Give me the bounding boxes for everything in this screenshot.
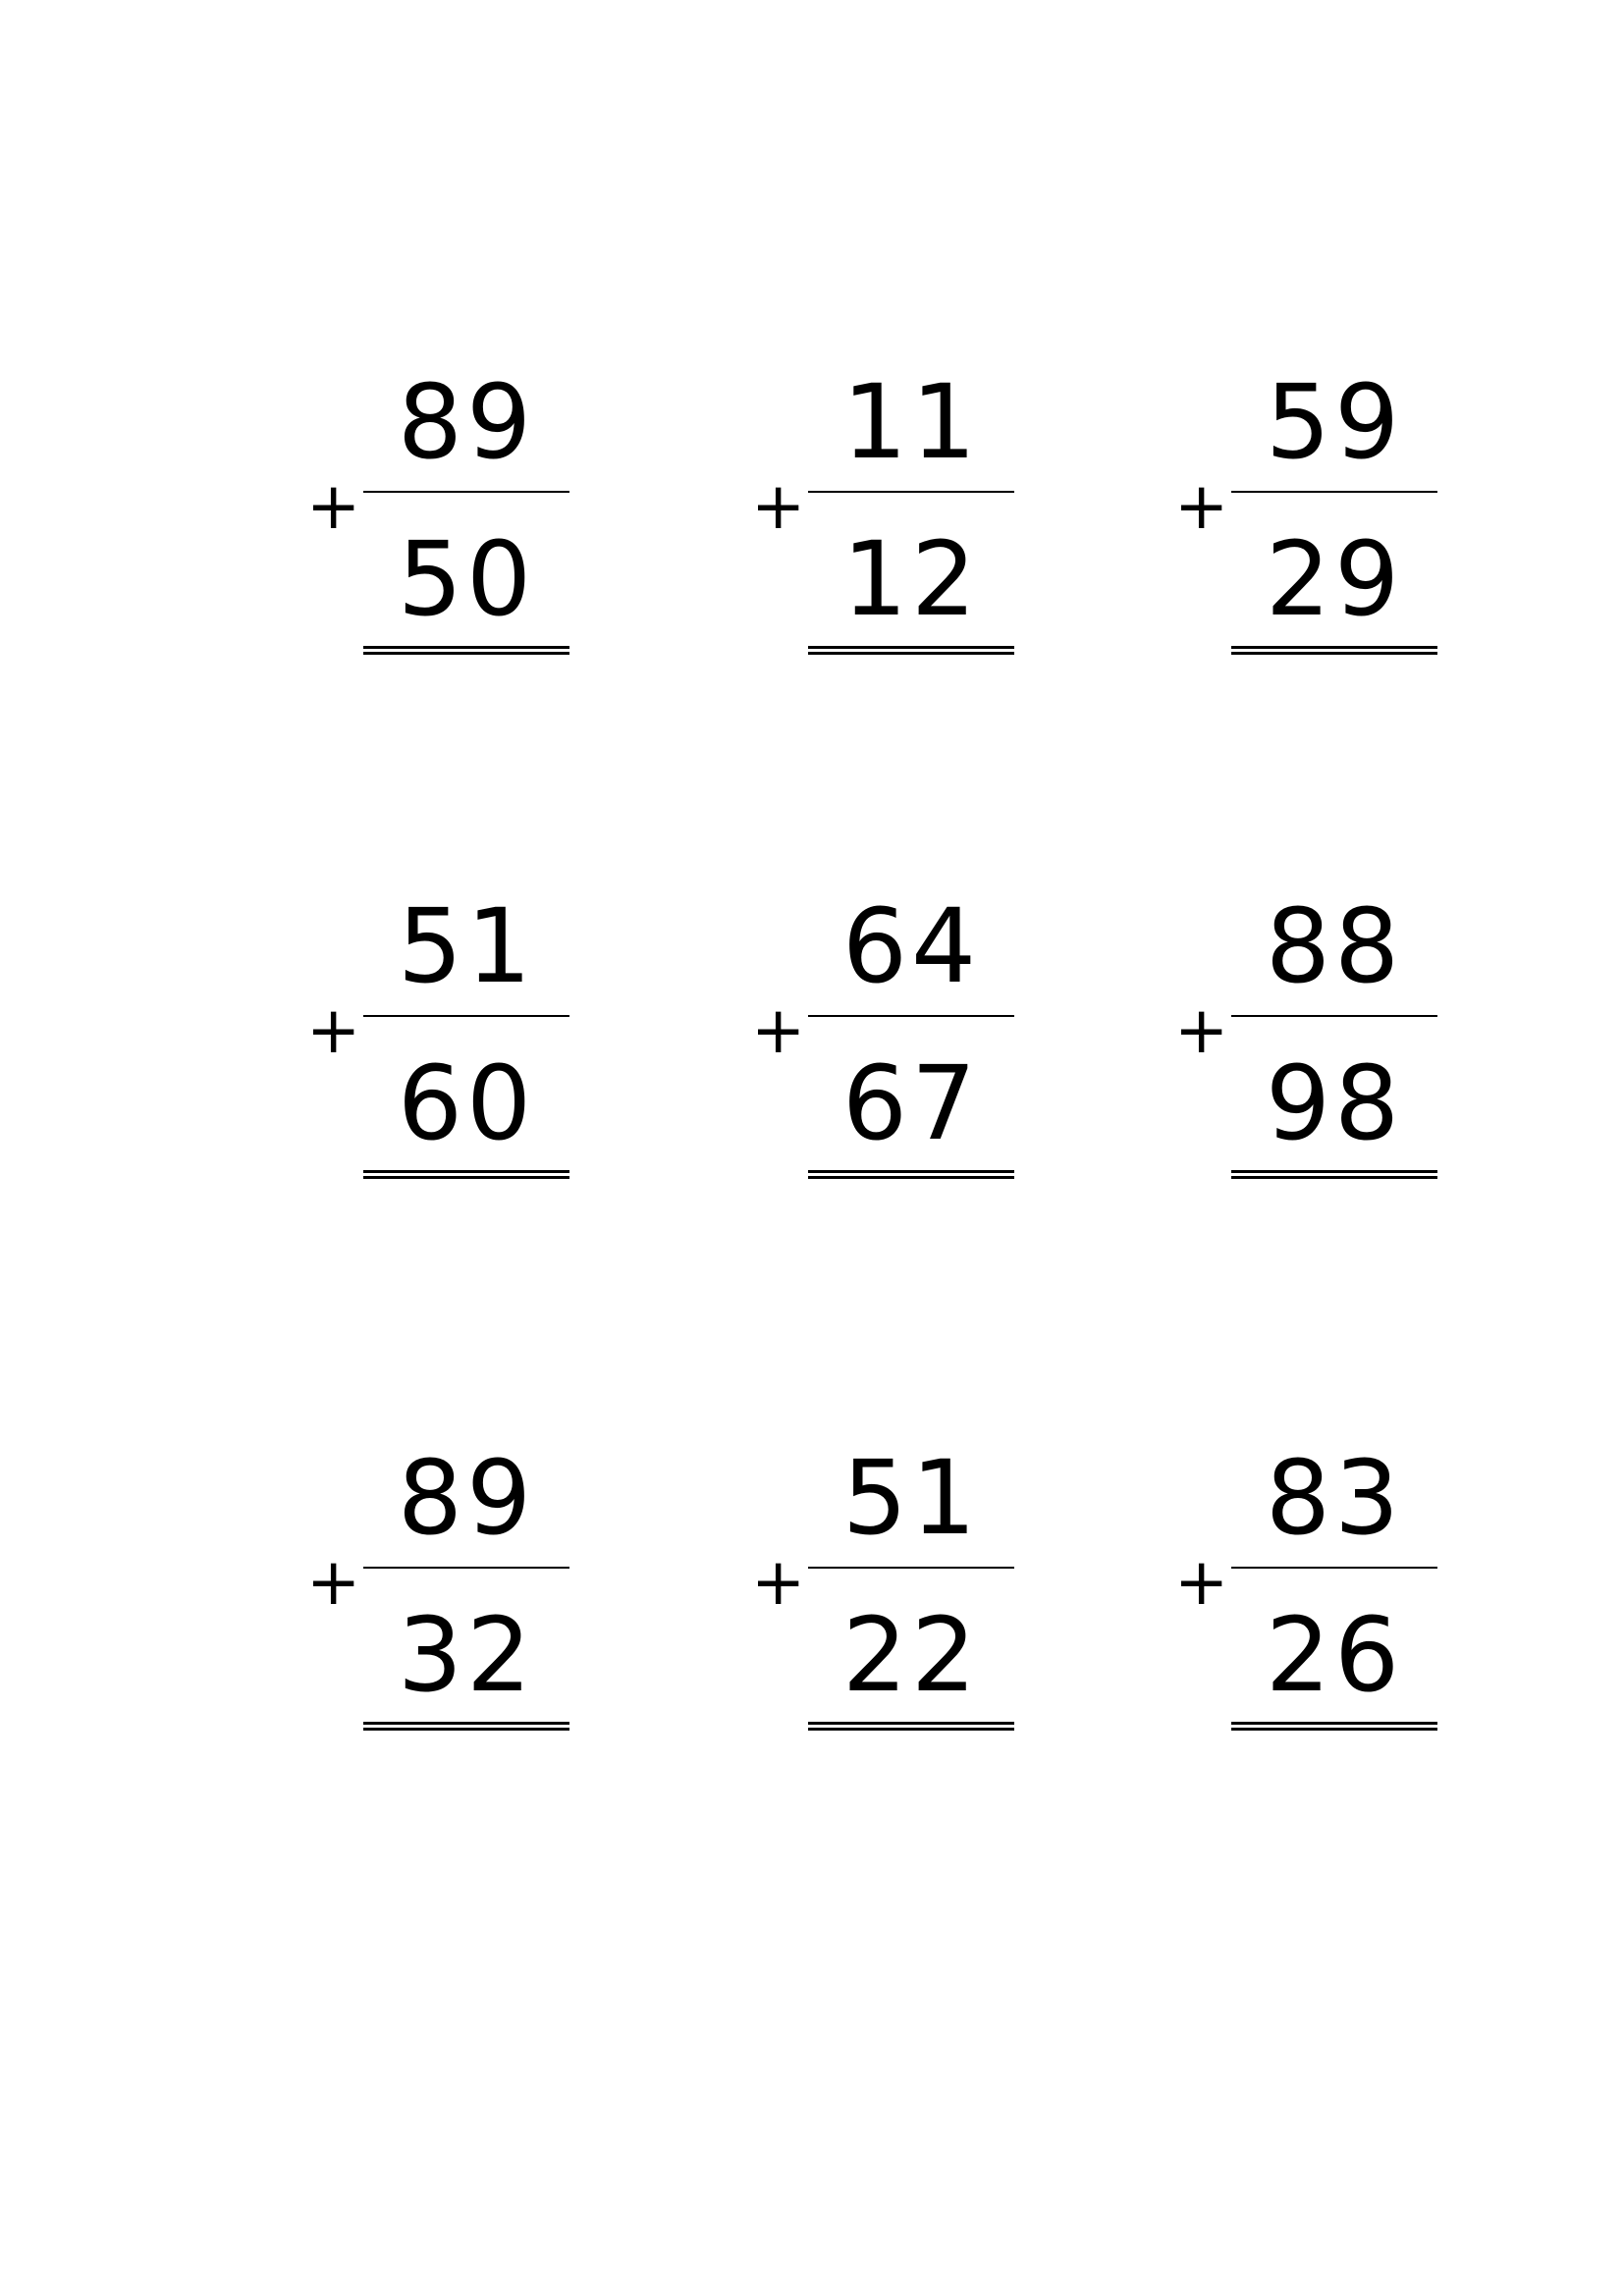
operand-rule <box>1231 1015 1437 1017</box>
bottom-addend: 60 <box>397 1043 536 1163</box>
top-addend: 88 <box>1265 886 1404 1006</box>
operand-rule <box>363 491 569 493</box>
bottom-addend: 98 <box>1265 1043 1404 1163</box>
plus-sign: + <box>1174 992 1229 1068</box>
answer-double-rule <box>808 1722 1014 1731</box>
top-addend: 51 <box>841 1438 981 1558</box>
top-addend: 83 <box>1265 1438 1404 1558</box>
operand-rule <box>1231 1567 1437 1569</box>
top-addend: 59 <box>1265 362 1404 482</box>
top-addend: 89 <box>397 362 536 482</box>
plus-sign: + <box>751 1544 806 1620</box>
plus-sign: + <box>751 468 806 544</box>
addition-problem <box>306 886 569 1190</box>
top-addend: 51 <box>397 886 536 1006</box>
operand-rule <box>808 1567 1014 1569</box>
answer-double-rule <box>363 1170 569 1179</box>
addition-problem <box>751 362 1014 666</box>
addition-problem <box>306 362 569 666</box>
operand-rule <box>363 1567 569 1569</box>
plus-sign: + <box>306 468 361 544</box>
bottom-addend: 12 <box>841 519 981 639</box>
addition-problem <box>1174 886 1437 1190</box>
answer-double-rule <box>808 646 1014 655</box>
bottom-addend: 29 <box>1265 519 1404 639</box>
plus-sign: + <box>1174 1544 1229 1620</box>
bottom-addend: 26 <box>1265 1595 1404 1715</box>
operand-rule <box>808 1015 1014 1017</box>
addition-problem <box>306 1438 569 1741</box>
plus-sign: + <box>751 992 806 1068</box>
plus-sign: + <box>306 1544 361 1620</box>
top-addend: 64 <box>841 886 981 1006</box>
bottom-addend: 50 <box>397 519 536 639</box>
addition-problem <box>751 886 1014 1190</box>
bottom-addend: 67 <box>841 1043 981 1163</box>
answer-double-rule <box>808 1170 1014 1179</box>
bottom-addend: 32 <box>397 1595 536 1715</box>
bottom-addend: 22 <box>841 1595 981 1715</box>
top-addend: 11 <box>841 362 981 482</box>
answer-double-rule <box>363 1722 569 1731</box>
operand-rule <box>808 491 1014 493</box>
plus-sign: + <box>306 992 361 1068</box>
answer-double-rule <box>1231 1170 1437 1179</box>
plus-sign: + <box>1174 468 1229 544</box>
addition-problem <box>1174 362 1437 666</box>
addition-problem <box>751 1438 1014 1741</box>
operand-rule <box>1231 491 1437 493</box>
answer-double-rule <box>363 646 569 655</box>
top-addend: 89 <box>397 1438 536 1558</box>
answer-double-rule <box>1231 646 1437 655</box>
operand-rule <box>363 1015 569 1017</box>
answer-double-rule <box>1231 1722 1437 1731</box>
addition-problem <box>1174 1438 1437 1741</box>
